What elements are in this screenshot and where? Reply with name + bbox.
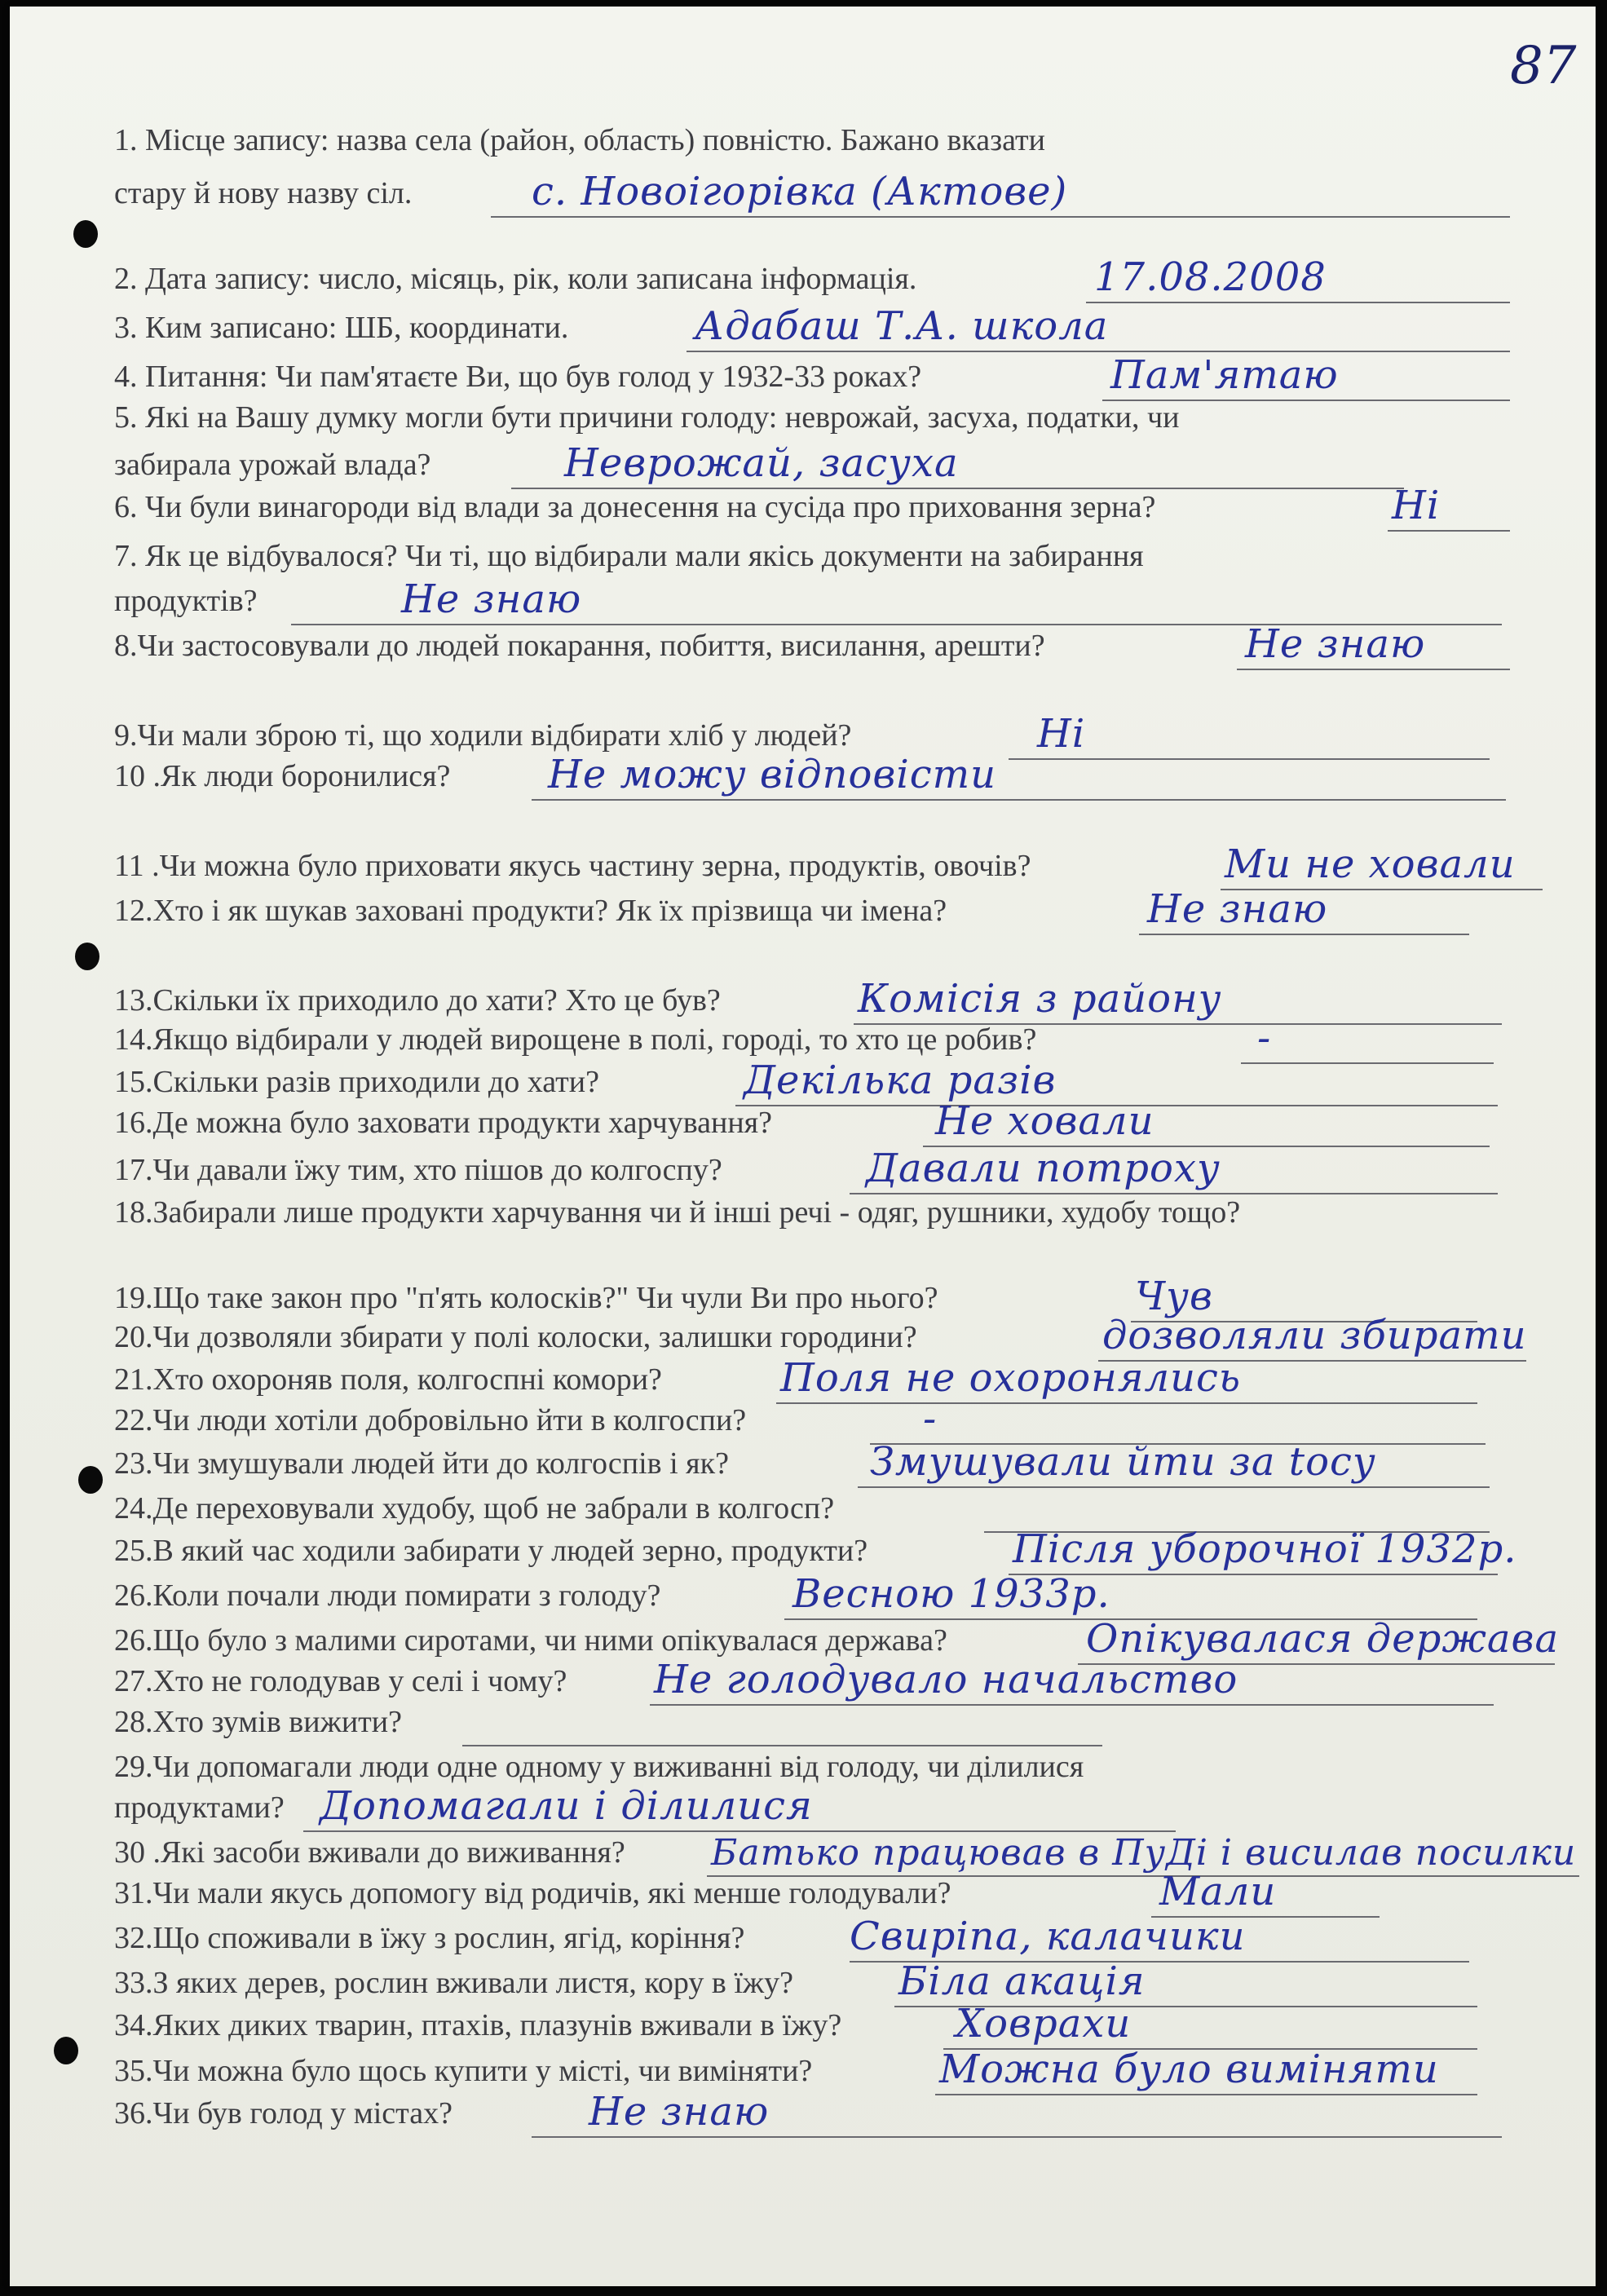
question-text: продуктів?	[114, 584, 258, 618]
question-text: 21.Хто охороняв поля, колгоспні комори?	[114, 1362, 662, 1397]
question-text: 32.Що споживали в їжу з рослин, ягід, коріння?	[114, 1921, 745, 1955]
handwritten-answer[interactable]: Не голодувало начальство	[654, 1657, 1238, 1702]
handwritten-answer[interactable]: Адабаш Т.А. школа	[695, 303, 1109, 349]
question-text: 22.Чи люди хотіли добровільно йти в колгоспи?	[114, 1403, 747, 1437]
handwritten-answer[interactable]: -	[923, 1396, 938, 1442]
question-text: 31.Чи мали якусь допомогу від родичів, які менше голодували?	[114, 1876, 951, 1910]
question-text: 8.Чи застосовували до людей покарання, побиття, висилання, арешти?	[114, 629, 1045, 663]
handwritten-answer[interactable]: Не знаю	[1245, 621, 1426, 667]
answer-underline	[532, 2136, 1502, 2138]
handwritten-answer[interactable]: Після уборочної 1932р.	[1013, 1526, 1517, 1572]
question-text: 2. Дата запису: число, місяць, рік, коли записана інформація.	[114, 262, 917, 296]
question-line	[10, 2077, 1596, 2143]
handwritten-answer[interactable]: Ні	[1037, 711, 1086, 757]
question-text: 11 .Чи можна було приховати якусь частину зерна, продуктів, овочів?	[114, 849, 1031, 883]
handwritten-answer[interactable]: Не можу відповісти	[548, 752, 997, 797]
question-line	[10, 610, 1596, 675]
answer-underline	[1139, 934, 1469, 935]
question-text: 15.Скільки разів приходили до хати?	[114, 1065, 599, 1099]
handwritten-answer[interactable]: Ні	[1392, 483, 1441, 528]
question-text: 33.З яких дерев, рослин вживали листя, кору в їжу?	[114, 1966, 794, 2000]
question-text: забирала урожай влада?	[114, 448, 431, 482]
question-text: 28.Хто зумів вижити?	[114, 1705, 402, 1739]
page-number: 87	[1510, 36, 1577, 96]
question-text: 30 .Які засоби вживали до виживання?	[114, 1835, 625, 1870]
question-text: 35.Чи можна було щось купити у місті, чи виміняти?	[114, 2054, 813, 2088]
question-line	[10, 875, 1596, 940]
question-text: 14.Якщо відбирали у людей вирощене в полі, городі, то хто це робив?	[114, 1022, 1037, 1057]
handwritten-answer[interactable]: Декілька разів	[744, 1057, 1057, 1103]
handwritten-answer[interactable]: с. Новоігорівка (Актове)	[532, 169, 1068, 214]
question-text: 10 .Як люди боронилися?	[114, 759, 451, 793]
question-text: 5. Які на Вашу думку могли бути причини голоду: неврожай, засуха, податки, чи	[114, 400, 1180, 435]
answer-underline	[1237, 669, 1510, 670]
question-text: 4. Питання: Чи пам'ятаєте Ви, що був голод у 1932-33 роках?	[114, 360, 922, 394]
handwritten-answer[interactable]: Чув	[1135, 1274, 1213, 1319]
handwritten-answer[interactable]: дозволяли збирати	[1102, 1313, 1527, 1358]
question-line	[10, 1177, 1596, 1242]
question-text: 1. Місце запису: назва села (район, область) повністю. Бажано вказати	[114, 123, 1046, 157]
handwritten-answer[interactable]: Весною 1933р.	[792, 1571, 1110, 1617]
answer-underline	[491, 216, 1510, 218]
question-text: 19.Що таке закон про "п'ять колосків?" Чи чули Ви про нього?	[114, 1281, 938, 1315]
question-text: продуктами?	[114, 1790, 285, 1825]
handwritten-answer[interactable]: Комісія з району	[858, 976, 1222, 1022]
handwritten-answer[interactable]: Ховрахи	[956, 2001, 1132, 2047]
question-line	[10, 740, 1596, 806]
question-text: 20.Чи дозволяли збирати у полі колоски, залишки городини?	[114, 1320, 917, 1354]
question-text: 6. Чи були винагороди від влади за донесення на сусіда про приховання зерна?	[114, 490, 1156, 524]
handwritten-answer[interactable]: Допомагали і ділилися	[320, 1783, 813, 1829]
handwritten-answer[interactable]: 17.08.2008	[1094, 254, 1327, 300]
question-text: 34.Яких диких тварин, птахів, плазунів вживали в їжу?	[114, 2008, 842, 2042]
handwritten-answer[interactable]: Не ховали	[935, 1098, 1154, 1144]
handwritten-answer[interactable]: Неврожай, засуха	[564, 440, 959, 486]
handwritten-answer[interactable]: Свиріпа, калачики	[850, 1914, 1246, 1959]
question-text: 26.Що було з малими сиротами, чи ними опікувалася держава?	[114, 1623, 947, 1658]
handwritten-answer[interactable]: Пам'ятаю	[1110, 352, 1339, 398]
questionnaire-sheet	[10, 7, 1596, 2286]
question-text: 3. Ким записано: ШБ, координати.	[114, 311, 569, 345]
handwritten-answer[interactable]: Не знаю	[1147, 886, 1328, 932]
handwritten-answer[interactable]: -	[1257, 1015, 1272, 1061]
question-line	[10, 157, 1596, 223]
handwritten-answer[interactable]: Біла акація	[898, 1958, 1146, 2004]
question-text: 24.Де переховували худобу, щоб не забрали в колгосп?	[114, 1491, 835, 1526]
question-text: 12.Хто і як шукав заховані продукти? Як їх прізвища чи імена?	[114, 894, 947, 928]
handwritten-answer[interactable]: Мали	[1159, 1869, 1277, 1914]
handwritten-answer[interactable]: Можна було виміняти	[939, 2047, 1439, 2092]
question-text: 13.Скільки їх приходило до хати? Хто це був?	[114, 983, 721, 1018]
handwritten-answer[interactable]: Опікувалася держава	[1086, 1616, 1560, 1662]
handwritten-answer[interactable]: Не знаю	[401, 576, 582, 622]
handwritten-answer[interactable]: Змушували йти за tocy	[870, 1439, 1375, 1485]
question-text: стару й нову назву сіл.	[114, 176, 413, 210]
question-text: 25.В який час ходили забирати у людей зерно, продукти?	[114, 1534, 868, 1568]
handwritten-answer[interactable]: Давали потроху	[866, 1146, 1221, 1191]
handwritten-answer[interactable]: Батько працював в ПуДі і висилав посилки	[711, 1832, 1577, 1874]
question-text: 29.Чи допомагали люди одне одному у виживанні від голоду, чи ділилися	[114, 1750, 1084, 1784]
question-text: 26.Коли почали люди помирати з голоду?	[114, 1578, 661, 1613]
question-text: 23.Чи змушували людей йти до колгоспів і як?	[114, 1446, 729, 1481]
question-text: 27.Хто не голодував у селі і чому?	[114, 1664, 567, 1698]
question-text: 36.Чи був голод у містах?	[114, 2096, 453, 2130]
question-text: 17.Чи давали їжу тим, хто пішов до колгоспу?	[114, 1153, 722, 1187]
handwritten-answer[interactable]: Ми не ховали	[1225, 841, 1516, 887]
question-text: 16.Де можна було заховати продукти харчування?	[114, 1106, 773, 1140]
question-text: 18.Забирали лише продукти харчування чи й інші речі - одяг, рушники, худобу тощо?	[114, 1195, 1241, 1230]
answer-underline	[532, 799, 1506, 801]
question-text: 9.Чи мали зброю ті, що ходили відбирати хліб у людей?	[114, 718, 852, 753]
handwritten-answer[interactable]: Не знаю	[589, 2089, 770, 2135]
question-text: 7. Як це відбувалося? Чи ті, що відбирали мали якісь документи на забирання	[114, 539, 1144, 573]
handwritten-answer[interactable]: Поля не охоронялись	[780, 1355, 1242, 1401]
